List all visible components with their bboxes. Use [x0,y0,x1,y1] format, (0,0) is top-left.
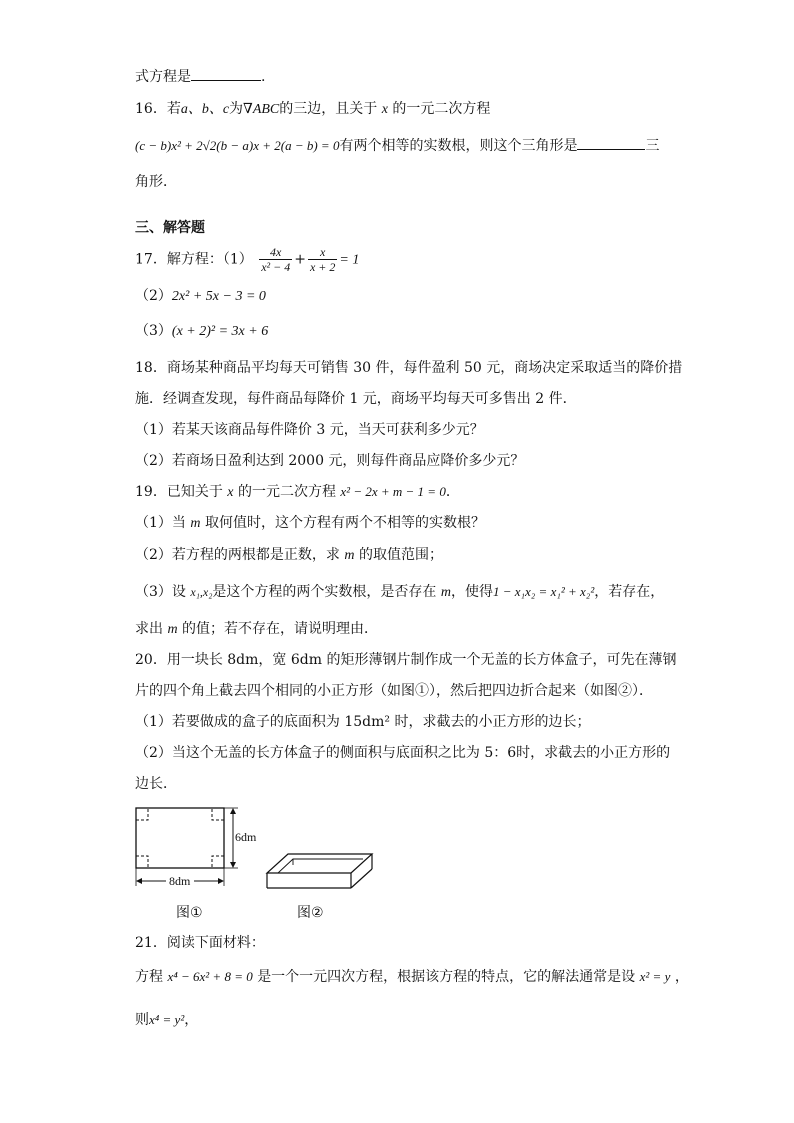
fraction-1 [259,245,292,274]
answer-blank [191,66,261,81]
question-21-line2 [135,967,689,987]
question-19-line1 [135,482,460,503]
math-equation: x² = y [639,969,671,984]
question-20-part1: （1）若要做成的盒子的底面积为 15dm² 时，求截去的小正方形的边长； [135,714,591,730]
line-prev-answer [135,66,265,87]
math-equation: x⁴ − 6x² + 8 = 0 [167,969,253,984]
question-21-line1: 21．阅读下面材料： [135,935,265,951]
question-17-line1 [135,245,359,275]
text: 的三边，且关于 [279,101,378,117]
text: 角形． [135,174,177,190]
text: 是这个方程的两个实数根，是否存在 [212,584,437,600]
fig1-width-label: 8dm [169,874,191,888]
numerator: x [308,245,337,260]
question-number: 16．若 [135,101,181,117]
figure-2-box [267,854,372,888]
fig1-caption: 图① [176,905,203,921]
math-var: x [381,102,388,117]
question-20-line2: 片的四个角上截去四个相同的小正方形（如图①），然后把四边折合起来（如图②）． [135,683,653,699]
question-19-part2 [135,545,443,566]
denominator: x² − 4 [261,260,291,274]
question-18-line2: 施．经调查发现，每件商品每降价 1 元，商场平均每天可多售出 2 件． [135,391,577,407]
question-20-part2: （2）当这个无盖的长方体盒子的侧面积与底面积之比为 5：6时，求截去的小正方形的 [135,745,671,761]
text: 方程 [135,969,163,985]
math-var: m [344,548,355,563]
text: ，若存在， [594,584,665,600]
text: 有两个相等的实数根，则这个三角形是 [339,138,578,154]
text: （3）设 [135,584,186,600]
question-16-line1 [135,99,490,120]
question-20-part2-cont: 边长． [135,776,177,792]
question-number: 19．已知关于 [135,484,223,500]
text: 的一元二次方程 [392,101,491,117]
question-18-part1: （1）若某天该商品每件降价 3 元，当天可获利多少元？ [135,422,484,438]
text: 的一元二次方程 [237,484,336,500]
math-triangle: ∇ABC [243,102,280,117]
fraction-2 [308,245,337,274]
text: 求出 [135,621,163,637]
question-18-part2: （2）若商场日盈利达到 2000 元，则每件商品应降价多少元？ [135,453,525,469]
text: ， [184,1012,199,1028]
question-18-line1: 18．商场某种商品平均每天可销售 30 件，每件盈利 50 元，商场决定采取适当的降价措 [135,360,683,376]
text: 为 [229,101,244,117]
text: 式方程是 [135,69,191,85]
question-16-line3 [135,172,177,192]
math-equation: x² − 2x + m − 1 = 0 [340,484,446,499]
text: （2）若方程的两根都是正数，求 [135,547,340,563]
text: ． [445,484,460,500]
text: 则 [135,1012,149,1028]
math-equation: x⁴ = y² [149,1012,185,1027]
sub-label: （2） [135,288,172,304]
fig2-caption: 图② [297,905,324,921]
section-heading: 三、解答题 [135,220,205,236]
text: 的值；若不存在，请说明理由． [182,621,379,637]
text: 三 [645,138,660,154]
question-number: 17．解方程：（1） [135,251,253,268]
math-equation: 1 − x₁x₂ = x₁² + x₂² [492,584,595,599]
text: . [261,69,266,85]
sub-label: （3） [135,323,172,339]
question-19-part3 [135,582,664,603]
math-var: x [227,485,234,500]
text: ， [674,969,689,985]
math-equation: 2x² + 5x − 3 = 0 [171,289,266,304]
question-16-line2 [135,135,659,156]
text: （1）当 [135,515,186,531]
math-var: m [167,622,178,637]
math-var: a、b、c [180,102,230,117]
question-20-line1: 20．用一块长 8dm，宽 6dm 的矩形薄钢片制作成一个无盖的长方体盒子，可先在薄钢 [135,652,677,668]
math-var: x₁,x₂ [190,585,213,599]
text: 的取值范围； [358,547,443,563]
plus-sign: + [294,251,306,268]
text: ，使得 [450,584,493,600]
math-var: m [440,585,451,600]
question-19-part1 [135,513,485,534]
question-17-line3 [135,321,268,342]
math-equation: (x + 2)² = 3x + 6 [171,324,269,339]
math-equation: = 1 [339,252,360,268]
text: 是一个一元四次方程，根据该方程的特点，它的解法通常是设 [257,969,636,985]
numerator: 4x [259,245,292,260]
text: 取何值时，这个方程有两个不相等的实数根？ [204,515,485,531]
question-21-line3 [135,1010,198,1030]
answer-blank [577,135,645,150]
fig1-height-label: 6dm [235,830,257,844]
question-17-line2 [135,286,266,307]
math-equation: (c − b)x² + 2√2(b − a)x + 2(a − b) = 0 [135,138,340,153]
figure-diagrams [118,800,398,900]
math-var: m [190,516,201,531]
question-19-part3-cont [135,619,378,640]
denominator: x + 2 [309,260,336,274]
